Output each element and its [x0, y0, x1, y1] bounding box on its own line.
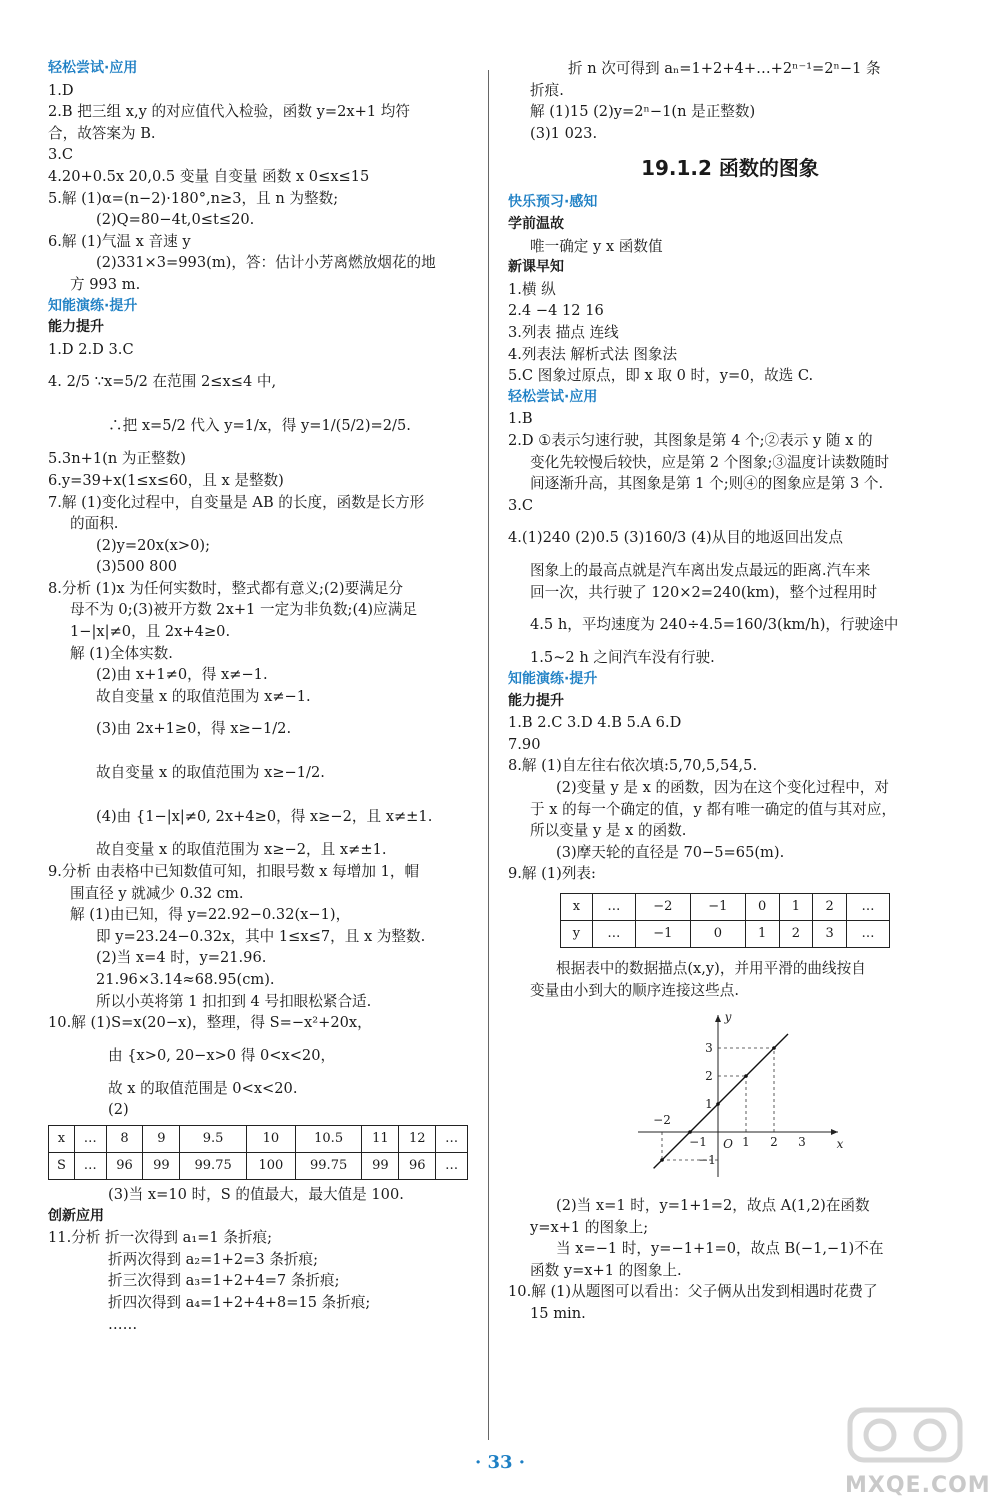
text-line: y=x+1 的图象上; [530, 1218, 649, 1236]
y-axis-label: y [724, 1010, 732, 1025]
text-line: (2)当 x=1 时，y=1+1=2，故点 A(1,2)在函数 [556, 1197, 870, 1215]
table-cell: x [49, 1125, 75, 1152]
text-line: (2)变量 y 是 x 的函数，因为在这个变化过程中，对 [556, 779, 889, 797]
text-line: 根据表中的数据描点(x,y)，并用平滑的曲线按自 [556, 960, 866, 977]
text-line: …… [108, 1315, 138, 1333]
table-cell: 99.75 [295, 1152, 362, 1179]
chapter-title: 19.1.2 函数的图象 [641, 156, 819, 181]
origin-label: O [723, 1137, 733, 1152]
function-graph [628, 1007, 848, 1182]
section-heading: 知能演练·提升 [508, 671, 598, 688]
text-line: 间逐渐升高，其图象是第 1 个;则④的图象应是第 3 个. [530, 475, 884, 493]
text-line: 10.解 (1)S=x(20−x)，整理，得 S=−x²+20x， [48, 1014, 372, 1032]
text-line: 于 x 的每一个确定的值，y 都有唯一确定的值与其对应， [530, 800, 897, 818]
table-cell: −1 [690, 894, 745, 921]
text-line: 函数 y=x+1 的图象上. [530, 1261, 682, 1279]
text-line: 所以变量 y 是 x 的函数. [530, 822, 687, 840]
table-cell: y [561, 921, 593, 948]
table-cell: … [74, 1152, 106, 1179]
text-line: 5.3n+1(n 为正整数) [48, 450, 186, 468]
xs-value-table [48, 1125, 468, 1180]
y-tick-label: 3 [705, 1041, 713, 1056]
subsection-heading: 能力提升 [508, 692, 564, 709]
table-cell: … [436, 1152, 468, 1179]
y-tick-label: −1 [698, 1153, 716, 1168]
text-line: 2.B 把三组 x,y 的对应值代入检验，函数 y=2x+1 均符 [48, 103, 410, 121]
x-tick-label: −1 [689, 1135, 707, 1150]
table-cell: 2 [779, 921, 813, 948]
text-line: 4.20+0.5x 20,0.5 变量 自变量 函数 x 0≤x≤15 [48, 167, 370, 185]
text-line: 4.(1)240 (2)0.5 (3)160/3 (4)从目的地返回出发点 [508, 529, 843, 547]
section-heading: 轻松尝试·应用 [48, 60, 138, 76]
table-row [49, 1125, 468, 1152]
table-cell: 9 [143, 1125, 180, 1152]
table-row [561, 894, 890, 921]
table-cell: … [436, 1125, 468, 1152]
text-line: (4)由 {1−|x|≠0, 2x+4≥0，得 x≥−2，且 x≠±1. [96, 808, 433, 826]
text-line: 7.解 (1)变化过程中，自变量是 AB 的长度，函数是长方形 [48, 493, 425, 511]
right-column [508, 58, 952, 1325]
subsection-heading: 学前温故 [508, 215, 564, 232]
section-heading: 快乐预习·感知 [508, 194, 598, 211]
text-line: 解 (1)全体实数. [70, 644, 173, 662]
table-cell: … [592, 894, 635, 921]
data-point [772, 1046, 776, 1050]
text-line: 1.横 纵 [508, 280, 556, 298]
text-line: 解 (1)由已知，得 y=22.92−0.32(x−1)， [70, 906, 351, 924]
table-cell: 2 [813, 894, 847, 921]
text-line: 当 x=−1 时，y=−1+1=0，故点 B(−1,−1)不在 [556, 1240, 884, 1258]
text-line: 折三次得到 a₃=1+2+4=7 条折痕; [108, 1272, 340, 1290]
text-line: (2)当 x=4 时，y=21.96. [96, 949, 267, 967]
left-column [48, 58, 480, 1335]
text-line: 折四次得到 a₄=1+2+4+8=15 条折痕; [108, 1293, 371, 1311]
table-cell: 99 [362, 1152, 399, 1179]
text-line: 解 (1)15 (2)y=2ⁿ−1(n 是正整数) [530, 103, 756, 121]
text-line: 所以小英将第 1 扣扣到 4 号扣眼松紧合适. [96, 992, 372, 1010]
table-cell: 3 [813, 921, 847, 948]
table-cell: 99.75 [180, 1152, 247, 1179]
table-cell: 9.5 [180, 1125, 247, 1152]
text-line: 1.B [508, 410, 533, 428]
text-line: 3.C [508, 496, 534, 514]
text-line: 8.分析 (1)x 为任何实数时，整式都有意义;(2)要满足分 [48, 579, 403, 597]
text-line: 7.90 [508, 735, 541, 753]
text-line: 故 x 的取值范围是 0<x<20. [108, 1079, 298, 1097]
data-point [716, 1102, 720, 1106]
text-line: 由 {x>0, 20−x>0 得 0<x<20， [108, 1046, 336, 1064]
text-line: 4.5 h，平均速度为 240÷4.5=160/3(km/h)，行驶途中 [530, 616, 899, 634]
text-line: 故自变量 x 的取值范围为 x≥−1/2. [96, 764, 325, 782]
text-line: 5.C 图象过原点，即 x 取 0 时，y=0，故选 C. [508, 367, 814, 385]
text-line: (2)331×3=993(m)，答：估计小芳离燃放烟花的地 [96, 254, 436, 272]
column-divider [488, 70, 489, 1440]
table-cell: … [592, 921, 635, 948]
text-line: 1.5~2 h 之间汽车没有行驶. [530, 649, 715, 667]
text-line: (3)由 2x+1≥0，得 x≥−1/2. [96, 720, 292, 738]
text-line: (2) [108, 1101, 129, 1119]
watermark-text: MXQE.COM [845, 1473, 991, 1498]
text-line: (3)摩天轮的直径是 70−5=65(m). [556, 843, 785, 861]
y-axis-arrow-icon [715, 1015, 721, 1022]
text-line: 3.C [48, 146, 74, 164]
table-cell: … [74, 1125, 106, 1152]
table-cell: 100 [246, 1152, 295, 1179]
text-line: 唯一确定 y x 函数值 [530, 237, 663, 255]
text-line: 回一次，共行驶了 120×2=240(km)，整个过程用时 [530, 583, 878, 601]
x-axis-label: x [836, 1137, 844, 1152]
text-line: 的面积. [70, 515, 119, 533]
text-line: 2.D ①表示匀速行驶，其图象是第 4 个;②表示 y 随 x 的 [508, 431, 873, 449]
table-cell: 96 [399, 1152, 436, 1179]
text-line: (2)由 x+1≠0，得 x≠−1. [96, 666, 268, 684]
x-tick-label: 2 [770, 1135, 778, 1150]
xy-value-table [560, 893, 890, 948]
text-line: 1.D 2.D 3.C [48, 340, 134, 358]
text-line: ∴把 x=5/2 代入 y=1/x，得 y=1/(5/2)=2/5. [108, 417, 411, 435]
text-line: 折痕. [530, 81, 564, 99]
x-tick-label: −2 [653, 1113, 671, 1128]
text-line: 故自变量 x 的取值范围为 x≥−2，且 x≠±1. [96, 841, 387, 859]
text-line: 10.解 (1)从题图可以看出：父子俩从出发到相遇时花费了 [508, 1283, 878, 1301]
table-cell: 1 [779, 894, 813, 921]
table-cell: 0 [690, 921, 745, 948]
text-line: 6.y=39+x(1≤x≤60，且 x 是整数) [48, 471, 284, 489]
table-cell: 11 [362, 1125, 399, 1152]
text-line: 3.列表 描点 连线 [508, 323, 619, 341]
text-line: 9.分析 由表格中已知数值可知，扣眼号数 x 每增加 1，帽 [48, 863, 420, 881]
text-line: 母不为 0;(3)被开方数 2x+1 一定为非负数;(4)应满足 [70, 601, 417, 619]
table-cell: −2 [635, 894, 690, 921]
table-cell: S [49, 1152, 75, 1179]
text-line: (3)500 800 [96, 558, 178, 576]
x-axis-arrow-icon [831, 1129, 838, 1135]
table-cell: 12 [399, 1125, 436, 1152]
table-cell: 10 [246, 1125, 295, 1152]
text-line: 15 min. [530, 1305, 586, 1323]
text-line: 1−|x|≠0，且 2x+4≥0. [70, 623, 231, 641]
section-heading: 知能演练·提升 [48, 297, 138, 314]
text-line: 变量由小到大的顺序连接这些点. [530, 981, 739, 999]
text-line: (2)Q=80−4t,0≤t≤20. [96, 211, 255, 229]
text-line: 折两次得到 a₂=1+2=3 条折痕; [108, 1250, 319, 1268]
table-cell: 96 [106, 1152, 143, 1179]
y-tick-label: 2 [705, 1069, 713, 1084]
text-line: 图象上的最高点就是汽车离出发点最远的距离.汽车来 [530, 562, 871, 580]
text-line: 21.96×3.14≈68.95(cm). [96, 971, 275, 988]
table-row [49, 1152, 468, 1179]
data-point [660, 1158, 664, 1162]
x-tick-label: 3 [798, 1135, 806, 1150]
text-line: 方 993 m. [70, 275, 141, 293]
y-tick-label: 1 [705, 1097, 713, 1112]
text-line: 5.解 (1)α=(n−2)·180°,n≥3，且 n 为整数; [48, 189, 339, 207]
text-line: 6.解 (1)气温 x 音速 y [48, 232, 191, 250]
table-cell: 8 [106, 1125, 143, 1152]
table-cell: x [561, 894, 593, 921]
table-cell: 99 [143, 1152, 180, 1179]
table-cell: 1 [745, 921, 779, 948]
data-point [688, 1130, 692, 1134]
text-line: 1.D [48, 81, 74, 99]
text-line: 2.4 −4 12 16 [508, 302, 604, 320]
table-cell: 10.5 [295, 1125, 362, 1152]
subsection-heading: 新课早知 [508, 259, 564, 276]
text-line: 变化先较慢后较快，应是第 2 个图象;③温度计读数随时 [530, 453, 890, 471]
section-heading: 轻松尝试·应用 [508, 388, 598, 405]
text-line: 折 n 次可得到 aₙ=1+2+4+…+2ⁿ⁻¹=2ⁿ−1 条 [568, 60, 881, 77]
text-line: 合，故答案为 B. [48, 124, 156, 142]
text-line: 1.B 2.C 3.D 4.B 5.A 6.D [508, 714, 682, 732]
text-line: (3)当 x=10 时，S 的值最大，最大值是 100. [108, 1185, 404, 1203]
text-line: 围直径 y 就减少 0.32 cm. [70, 884, 244, 902]
text-line: (3)1 023. [530, 124, 598, 142]
text-line: 8.解 (1)自左往右依次填:5,70,5,54,5. [508, 757, 758, 775]
text-line: 即 y=23.24−0.32x，其中 1≤x≤7，且 x 为整数. [96, 927, 426, 945]
text-line: 11.分析 折一次得到 a₁=1 条折痕; [48, 1229, 273, 1247]
table-cell: … [846, 894, 889, 921]
table-row [561, 921, 890, 948]
subsection-heading: 创新应用 [48, 1207, 104, 1224]
table-cell: −1 [635, 921, 690, 948]
subsection-heading: 能力提升 [48, 319, 104, 336]
text-line: 故自变量 x 的取值范围为 x≠−1. [96, 687, 311, 705]
page-number: · 33 · [474, 1452, 526, 1473]
table-cell: … [846, 921, 889, 948]
text-line: (2)y=20x(x>0); [96, 536, 210, 554]
data-point [744, 1074, 748, 1078]
table-cell: 0 [745, 894, 779, 921]
text-line: 4.列表法 解析式法 图象法 [508, 345, 678, 363]
x-tick-label: 1 [742, 1135, 750, 1150]
text-line: 4. 2/5 ∵x=5/2 在范围 2≤x≤4 中, [48, 373, 277, 391]
text-line: 9.解 (1)列表: [508, 865, 596, 883]
graph-line-y-eq-x-plus-1 [654, 1034, 788, 1168]
